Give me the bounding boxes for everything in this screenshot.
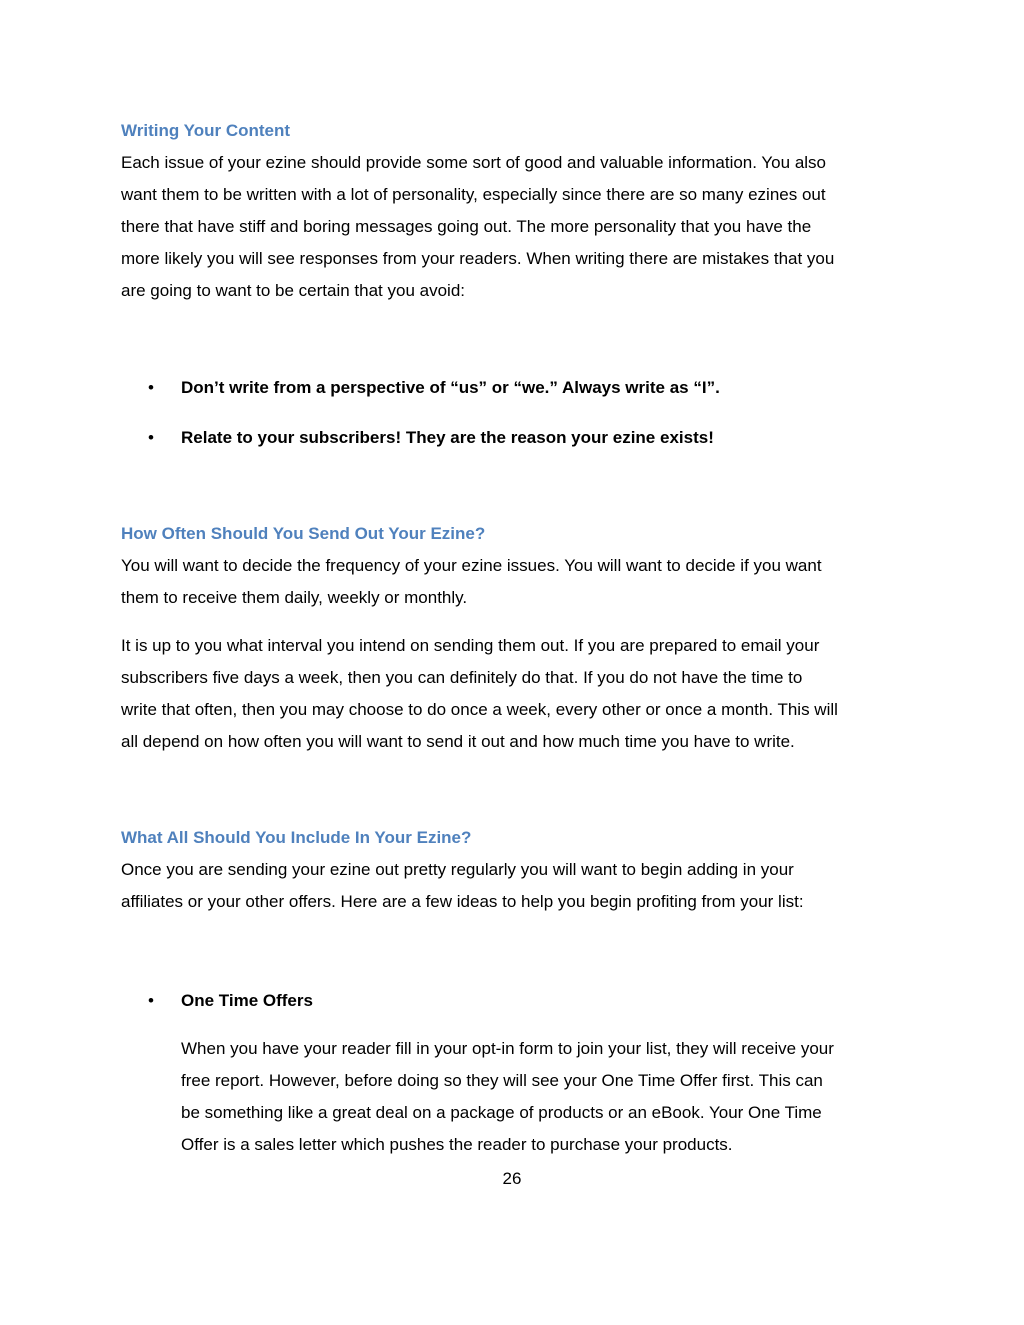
text-line: free report. However, before doing so they will see your One Time Offer first. This can [181, 1071, 823, 1090]
paragraph-writing [121, 147, 921, 307]
bullet-item [148, 377, 720, 399]
bullet-item [148, 427, 714, 449]
text-line: more likely you will see responses from your readers. When writing there are mistakes that you [121, 249, 835, 268]
paragraph-frequency-2 [121, 630, 921, 758]
text-line: When you have your reader fill in your opt-in form to join your list, they will receive your [181, 1039, 834, 1058]
text-line: there that have stiff and boring messages going out. The more personality that you have the [121, 217, 812, 236]
bullet-text: Relate to your subscribers! They are the reason your ezine exists! [181, 428, 714, 447]
bullet-icon: • [148, 428, 154, 447]
text-line: You will want to decide the frequency of your ezine issues. You will want to decide if you want [121, 556, 822, 575]
text-line: Each issue of your ezine should provide some sort of good and valuable information. You also [121, 153, 827, 172]
text-line: affiliates or your other offers. Here are a few ideas to help you begin profiting from your list: [121, 892, 804, 911]
bullet-text: One Time Offers [181, 991, 313, 1010]
section-heading-include: What All Should You Include In Your Ezine? [121, 828, 472, 847]
bullet-text: Don’t write from a perspective of “us” or “we.” Always write as “I”. [181, 378, 720, 397]
section-heading-writing: Writing Your Content [121, 121, 291, 140]
paragraph-include [121, 854, 921, 918]
paragraph-frequency-1 [121, 550, 921, 614]
page-number: 26 [502, 1169, 522, 1188]
text-line: them to receive them daily, weekly or monthly. [121, 588, 468, 607]
text-line: be something like a great deal on a package of products or an eBook. Your One Time [181, 1103, 822, 1122]
text-line: want them to be written with a lot of personality, especially since there are so many ezines out [121, 185, 826, 204]
text-line: Once you are sending your ezine out pretty regularly you will want to begin adding in your [121, 860, 794, 879]
text-line: all depend on how often you will want to send it out and how much time you have to write. [121, 732, 795, 751]
bullet-icon: • [148, 378, 154, 397]
section-heading-frequency: How Often Should You Send Out Your Ezine? [121, 524, 486, 543]
text-line: subscribers five days a week, then you can definitely do that. If you do not have the time to [121, 668, 803, 687]
text-line: write that often, then you may choose to do once a week, every other or once a month. This will [121, 700, 838, 719]
text-line: It is up to you what interval you intend on sending them out. If you are prepared to email your [121, 636, 820, 655]
text-line: are going to want to be certain that you avoid: [121, 281, 466, 300]
paragraph-one-time-offers [181, 1033, 921, 1161]
text-line: Offer is a sales letter which pushes the reader to purchase your products. [181, 1135, 733, 1154]
bullet-icon: • [148, 991, 154, 1010]
bullet-item [148, 990, 313, 1012]
